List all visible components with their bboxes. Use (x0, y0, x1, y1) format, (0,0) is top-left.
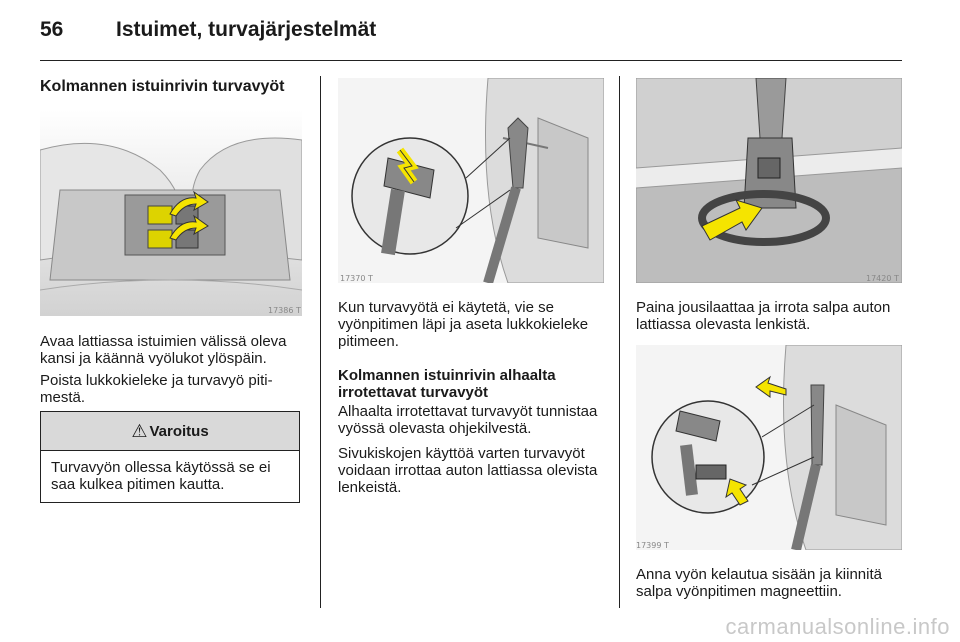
subheading (338, 367, 608, 401)
warning-title: Varoitus (149, 422, 209, 440)
header-divider (40, 60, 902, 61)
column-divider-1 (320, 76, 321, 608)
illustration-magnet-holder (636, 345, 902, 550)
page-number: 56 (40, 18, 64, 41)
paragraph: Poista lukkokieleke ja turvavyö pitimestä. (40, 372, 273, 406)
illustration-floor-buckles (40, 110, 302, 316)
warning-header (41, 412, 299, 451)
page-title: Istuimet, turvajärjestelmät (116, 18, 377, 41)
paragraph: Paina jousilaattaa ja irrota salpa auton lattiassa olevasta lenkistä. (636, 299, 891, 333)
warning-box (40, 411, 300, 503)
image-code: 17399 T (636, 541, 669, 550)
paragraph: Avaa lattiassa istuimien välissä oleva kansi ja käännä vyölukot ylöspäin. (40, 333, 287, 367)
column-divider-2 (619, 76, 620, 608)
paragraph: Kun turvavyötä ei käytetä, vie se vyönpitimen läpi ja aseta lukkokieleke pitimeen. (338, 299, 589, 350)
warning-text: Turvavyön ollessa käytössä se ei saa kulkea pitimen kautta. (51, 459, 271, 493)
image-code: 17386 T (268, 306, 301, 315)
paragraph: Sivukiskojen käyttöä varten turvavyöt voidaan irrottaa auton lattiassa olevista lenkeistä. (338, 445, 598, 496)
warning-triangle-icon: ⚠ (131, 420, 148, 441)
subheading-text: Kolmannen istuinrivin alhaalta irrotettavat turvavyöt (338, 367, 556, 401)
paragraph: Anna vyön kelautua sisään ja kiinnitä salpa vyönpitimen magneettiin. (636, 566, 882, 600)
paragraph: Alhaalta irrotettavat turvavyöt tunnistaa vyössä olevasta ohjekilvestä. (338, 403, 598, 437)
watermark: carmanualsonline.info (725, 614, 950, 639)
illustration-belt-holder (338, 78, 604, 283)
image-code: 17420 T (866, 274, 899, 283)
section-heading: Kolmannen istuinrivin turvavyöt (40, 78, 285, 95)
illustration-floor-anchor (636, 78, 902, 283)
image-code: 17370 T (340, 274, 373, 283)
